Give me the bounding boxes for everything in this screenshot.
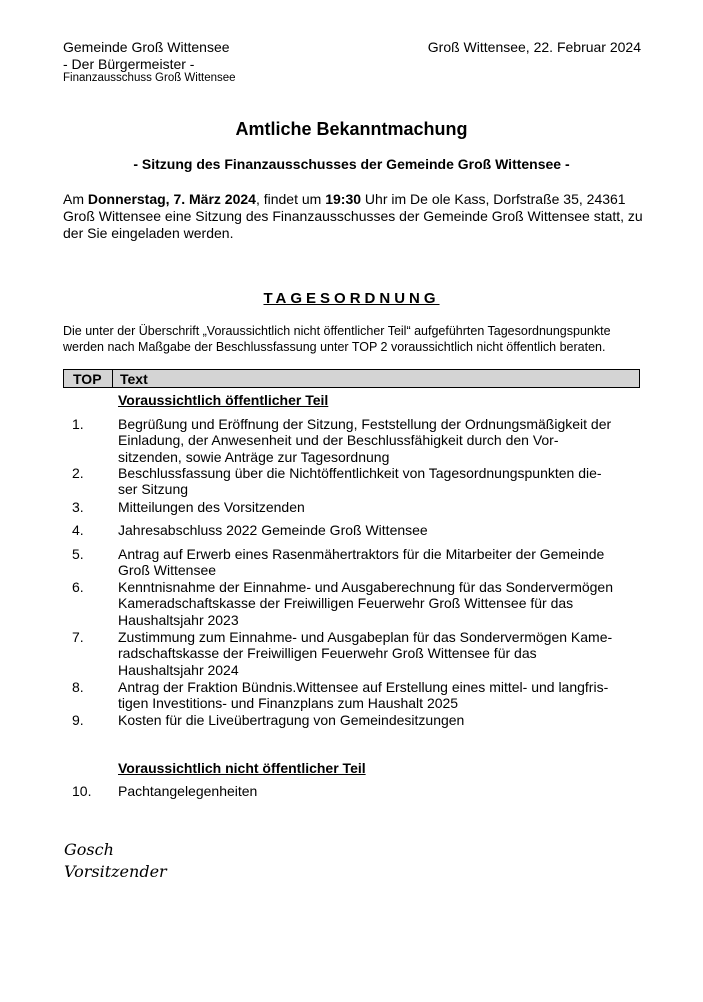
item-text-line: Kameradschaftskasse der Freiwilligen Feuerwehr Groß Wittensee für das	[118, 595, 574, 612]
item-number: 1.	[72, 416, 84, 432]
item-text-line: Antrag der Fraktion Bündnis.Wittensee auf Erstellung eines mittel- und langfris-	[118, 679, 609, 695]
item-text-line: Kosten für die Liveübertragung von Gemeindesitzungen	[118, 712, 465, 728]
item-text-line: Beschlussfassung über die Nichtöffentlichkeit von Tagesordnungspunkten die-	[118, 465, 602, 481]
item-text-line: Kenntnisnahme der Einnahme- und Ausgaberechnung für das Sondervermögen	[118, 579, 613, 595]
item-text-line: Pachtangelegenheiten	[118, 783, 258, 799]
section-nonpublic: Voraussichtlich nicht öffentlicher Teil	[118, 760, 366, 776]
item-number: 4.	[72, 522, 84, 538]
item-number: 6.	[72, 579, 84, 595]
sender-line-2: - Der Bürgermeister -	[63, 56, 195, 72]
document-subtitle: - Sitzung des Finanzausschusses der Gemeinde Groß Wittensee -	[133, 156, 570, 172]
meeting-time: 19:30	[325, 191, 362, 207]
item-text-line: Haushaltsjahr 2023	[118, 611, 239, 628]
item-text	[118, 629, 638, 678]
item-text-line: Groß Wittensee	[118, 562, 217, 579]
agenda-heading: TAGESORDNUNG	[263, 290, 440, 307]
column-divider	[112, 370, 113, 387]
item-number: 5.	[72, 546, 84, 562]
item-text-line: ser Sitzung	[118, 481, 189, 498]
signature-role: Vorsitzender	[64, 862, 167, 881]
item-text	[118, 499, 638, 515]
item-text	[118, 783, 638, 799]
column-header-top: TOP	[73, 371, 102, 387]
item-text	[118, 546, 638, 579]
document-date: Groß Wittensee, 22. Februar 2024	[427, 39, 641, 55]
intro-prefix: Am	[63, 191, 88, 207]
item-number: 3.	[72, 499, 84, 515]
item-number: 7.	[72, 629, 84, 645]
item-text-line: Haushaltsjahr 2024	[118, 661, 239, 678]
item-text-line: Jahresabschluss 2022 Gemeinde Groß Wittensee	[118, 522, 428, 538]
item-text	[118, 465, 638, 498]
section-public: Voraussichtlich öffentlicher Teil	[118, 392, 329, 408]
document-title: Amtliche Bekanntmachung	[235, 119, 468, 139]
item-text	[118, 712, 638, 728]
item-text-line: Einladung, der Anwesenheit und der Beschlussfähigkeit durch den Vor-	[118, 432, 559, 449]
column-header-text: Text	[120, 371, 148, 387]
item-text	[118, 679, 638, 712]
item-text-line: Zustimmung zum Einnahme- und Ausgabeplan für das Sondervermögen Kame-	[118, 629, 613, 645]
intro-paragraph	[63, 191, 643, 242]
item-text-line: Antrag auf Erwerb eines Rasenmähertraktors für die Mitarbeiter der Gemeinde	[118, 546, 605, 562]
item-text-line: Mitteilungen des Vorsitzenden	[118, 499, 305, 515]
item-text-line: tigen Investitions- und Finanzplans zum Haushalt 2025	[118, 695, 459, 712]
meeting-day: Donnerstag, 7. März 2024	[87, 191, 256, 207]
agenda-table-header	[63, 369, 640, 388]
item-number: 2.	[72, 465, 84, 481]
intro-middle: , findet um	[255, 191, 326, 207]
item-text-line: radschaftskasse der Freiwilligen Feuerwehr Groß Wittensee für das	[118, 645, 537, 662]
item-text-line: Begrüßung und Eröffnung der Sitzung, Feststellung der Ordnungsmäßigkeit der	[118, 416, 612, 432]
agenda-note: Die unter der Überschrift „Voraussichtlich nicht öffentlicher Teil“ aufgeführten Tagesordnungspunkte werden nach Maßgabe der Beschlussfassung unter TOP 2 voraussichtlich nicht öffentlich beraten.	[63, 324, 611, 354]
item-number: 8.	[72, 679, 84, 695]
item-number: 9.	[72, 712, 84, 728]
sender-line-3: Finanzausschuss Groß Wittensee	[63, 72, 236, 84]
sender-line-1: Gemeinde Groß Wittensee	[63, 39, 230, 55]
intro-suffix: Uhr im De ole Kass, Dorfstraße 35, 24361 Groß Wittensee eine Sitzung des Finanzausschusses der Gemeinde Groß Wittensee statt, zu der Sie eingeladen werden.	[63, 191, 643, 241]
signature-name: Gosch	[64, 840, 114, 859]
item-text-line: sitzenden, sowie Anträge zur Tagesordnung	[118, 448, 390, 465]
item-text	[118, 579, 638, 628]
item-text	[118, 416, 638, 465]
item-number: 10.	[72, 783, 92, 799]
item-text	[118, 522, 638, 538]
